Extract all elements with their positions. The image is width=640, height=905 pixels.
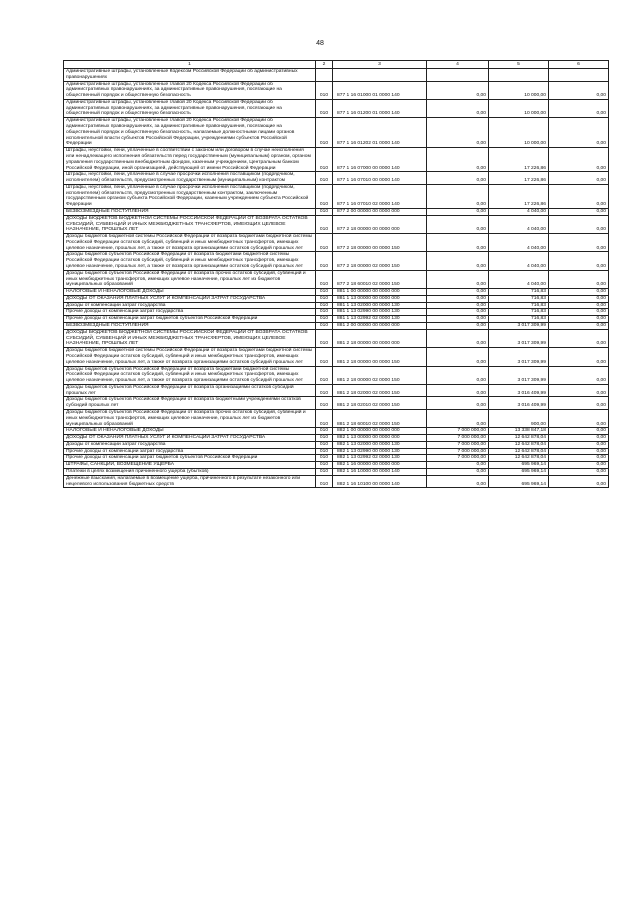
row-code: 010 — [316, 289, 333, 296]
row-fact: 17 226,86 — [489, 172, 549, 185]
row-kbk: 881 2 18 00000 00 0000 150 — [333, 348, 427, 366]
row-name: Доходы от компенсации затрат государства — [64, 441, 316, 448]
table-row — [64, 208, 609, 215]
table-row — [64, 469, 609, 476]
row-fact: 695 969,14 — [489, 469, 549, 476]
row-plan: 0,00 — [427, 184, 489, 208]
row-code: 010 — [316, 384, 333, 397]
table-header-row — [64, 61, 609, 69]
table-row — [64, 172, 609, 185]
row-code: 010 — [316, 441, 333, 448]
row-name: Административные штрафы, установленные Кодексом Российской Федерации об административных правонарушениях — [64, 69, 316, 82]
row-plan: 7 000 000,00 — [427, 455, 489, 462]
row-code: 010 — [316, 99, 333, 117]
row-kbk — [333, 69, 427, 82]
row-fact: 10 000,00 — [489, 81, 549, 99]
row-name: Прочие доходы от компенсации затрат бюджетов субъектов Российской Федерации — [64, 455, 316, 462]
table-row — [64, 289, 609, 296]
row-code: 010 — [316, 118, 333, 148]
row-fact: 3 017 309,99 — [489, 348, 549, 366]
row-plan: 0,00 — [427, 99, 489, 117]
header-col-5: 5 — [489, 61, 549, 69]
row-kbk: 881 1 13 02000 00 0000 130 — [333, 302, 427, 309]
row-plan: 0,00 — [427, 462, 489, 469]
row-deviation: 0,00 — [549, 148, 609, 172]
row-code: 010 — [316, 302, 333, 309]
row-kbk: 877 2 18 60010 02 0000 150 — [333, 270, 427, 288]
row-name: Прочие доходы от компенсации затрат бюджетов субъектов Российской Федерации — [64, 316, 316, 323]
row-kbk: 881 1 00 00000 00 0000 000 — [333, 289, 427, 296]
row-code: 010 — [316, 475, 333, 488]
row-plan: 0,00 — [427, 118, 489, 148]
row-deviation: 0,00 — [549, 309, 609, 316]
row-name: Доходы бюджетов бюджетной системы Российской Федерации от возврата бюджетами бюджетной системы Российской Федерации остатков субсидий, субвенций и иных межбюджетных трансфертов, имеющих целевое назначение, прошлых лет, а также от возврата организациями остатков субсидий прошлых лет — [64, 348, 316, 366]
row-plan: 0,00 — [427, 302, 489, 309]
page-number: 48 — [316, 40, 324, 47]
row-deviation: 0,00 — [549, 215, 609, 233]
row-plan: 0,00 — [427, 295, 489, 302]
row-fact: 4 040,00 — [489, 270, 549, 288]
row-deviation: 0,00 — [549, 270, 609, 288]
row-code: 010 — [316, 81, 333, 99]
table-row — [64, 455, 609, 462]
row-kbk: 882 1 13 02000 00 0000 130 — [333, 441, 427, 448]
row-name: Штрафы, неустойки, пени, уплаченные в случае просрочки исполнения поставщиком (подрядчиком, исполнителем) обязательств, предусмотренных государственным контрактом, заключенным государственным органом субъекта Российской Федерации, казенным учреждением субъекта Российской Федерации — [64, 184, 316, 208]
row-fact: 10 000,00 — [489, 99, 549, 117]
row-kbk: 877 1 16 01202 01 0000 140 — [333, 118, 427, 148]
row-code: 010 — [316, 435, 333, 442]
row-name: Прочие доходы от компенсации затрат государства — [64, 448, 316, 455]
row-fact: 3 017 309,99 — [489, 323, 549, 330]
row-plan: 7 000 000,00 — [427, 435, 489, 442]
row-plan: 0,00 — [427, 215, 489, 233]
table-row — [64, 118, 609, 148]
row-fact: 3 016 409,99 — [489, 384, 549, 397]
row-code: 010 — [316, 329, 333, 347]
row-plan: 7 000 000,00 — [427, 428, 489, 435]
table-row — [64, 397, 609, 410]
row-fact: 3 016 409,99 — [489, 397, 549, 410]
row-plan: 0,00 — [427, 384, 489, 397]
row-kbk: 881 2 18 60010 02 0000 150 — [333, 409, 427, 427]
row-deviation: 0,00 — [549, 441, 609, 448]
row-fact: 716,83 — [489, 309, 549, 316]
row-deviation — [549, 69, 609, 82]
row-plan: 0,00 — [427, 348, 489, 366]
table-row — [64, 184, 609, 208]
row-name: ДОХОДЫ БЮДЖЕТОВ БЮДЖЕТНОЙ СИСТЕМЫ РОССИЙСКОЙ ФЕДЕРАЦИИ ОТ ВОЗВРАТА ОСТАТКОВ СУБСИДИЙ, СУБВЕНЦИЙ И ИНЫХ МЕЖБЮДЖЕТНЫХ ТРАНСФЕРТОВ, ИМЕЮЩИХ ЦЕЛЕВОЕ НАЗНАЧЕНИЕ, ПРОШЛЫХ ЛЕТ — [64, 215, 316, 233]
row-deviation: 0,00 — [549, 252, 609, 270]
table-row — [64, 81, 609, 99]
table-row — [64, 409, 609, 427]
row-name: Прочие доходы от компенсации затрат государства — [64, 309, 316, 316]
row-deviation: 0,00 — [549, 234, 609, 252]
row-code: 010 — [316, 366, 333, 384]
table-row — [64, 475, 609, 488]
table-row — [64, 234, 609, 252]
row-kbk: 877 2 00 00000 00 0000 000 — [333, 208, 427, 215]
row-deviation: 0,00 — [549, 323, 609, 330]
row-name: Административные штрафы, установленные главой 20 Кодекса Российской Федерации об административных правонарушениях, за административные правонарушения, посягающие на общественный порядок и общественную безопасность — [64, 99, 316, 117]
row-plan: 0,00 — [427, 289, 489, 296]
row-fact: 4 040,00 — [489, 252, 549, 270]
header-col-3: 3 — [333, 61, 427, 69]
row-code: 010 — [316, 455, 333, 462]
table-row — [64, 309, 609, 316]
row-kbk: 877 1 16 07010 02 0000 140 — [333, 184, 427, 208]
row-name: Денежные взыскания, налагаемые в возмещение ущерба, причиненного в результате незаконного или нецелевого использования бюджетных средств — [64, 475, 316, 488]
row-fact: 716,83 — [489, 295, 549, 302]
row-code: 010 — [316, 448, 333, 455]
row-fact: 900,00 — [489, 409, 549, 427]
row-fact: 12 642 878,04 — [489, 435, 549, 442]
row-deviation: 0,00 — [549, 366, 609, 384]
row-name: Административные штрафы, установленные главой 20 Кодекса Российской Федерации об административных правонарушениях, за административные правонарушения, посягающие на общественный порядок и общественную безопасность, налагаемые должностными лицами органов исполнительной власти субъектов Российской Федерации, учреждениями субъектов Российской Федерации — [64, 118, 316, 148]
row-name: Доходы от компенсации затрат государства — [64, 302, 316, 309]
row-code: 010 — [316, 348, 333, 366]
row-name: Доходы бюджетов субъектов Российской Федерации от возврата прочих остатков субсидий, субвенций и иных межбюджетных трансфертов, имеющих целевое назначение, прошлых лет из бюджетов муниципальных образований — [64, 270, 316, 288]
row-name: Доходы бюджетов субъектов Российской Федерации от возврата организациями остатков субсидий прошлых лет — [64, 384, 316, 397]
row-fact: 17 226,86 — [489, 184, 549, 208]
row-name: Платежи в целях возмещения причиненного ущерба (убытков) — [64, 469, 316, 476]
table-row — [64, 348, 609, 366]
row-code: 010 — [316, 409, 333, 427]
row-deviation: 0,00 — [549, 348, 609, 366]
row-kbk: 877 1 16 01000 01 0000 140 — [333, 81, 427, 99]
row-fact: 4 040,00 — [489, 215, 549, 233]
row-name: ДОХОДЫ БЮДЖЕТОВ БЮДЖЕТНОЙ СИСТЕМЫ РОССИЙСКОЙ ФЕДЕРАЦИИ ОТ ВОЗВРАТА ОСТАТКОВ СУБСИДИЙ, СУБВЕНЦИЙ И ИНЫХ МЕЖБЮДЖЕТНЫХ ТРАНСФЕРТОВ, ИМЕЮЩИХ ЦЕЛЕВОЕ НАЗНАЧЕНИЕ, ПРОШЛЫХ ЛЕТ — [64, 329, 316, 347]
table-row — [64, 366, 609, 384]
row-plan: 0,00 — [427, 252, 489, 270]
row-kbk: 882 1 16 00000 00 0000 000 — [333, 462, 427, 469]
row-name: ШТРАФЫ, САНКЦИИ, ВОЗМЕЩЕНИЕ УЩЕРБА — [64, 462, 316, 469]
row-fact: 12 642 878,04 — [489, 448, 549, 455]
row-code: 010 — [316, 316, 333, 323]
table-row — [64, 448, 609, 455]
header-col-1: 1 — [64, 61, 316, 69]
row-name: БЕЗВОЗМЕЗДНЫЕ ПОСТУПЛЕНИЯ — [64, 208, 316, 215]
table-row — [64, 323, 609, 330]
row-fact: 716,83 — [489, 302, 549, 309]
row-name: Штрафы, неустойки, пени, уплаченные в соответствии с законом или договором в случае неисполнения или ненадлежащего исполнения обязательств перед государственным (муниципальным) органом, органом управления государственным внебюджетным фондом, казенным учреждением, Центральным банком Российской Федерации, иной организацией, действующей от имени Российской Федерации — [64, 148, 316, 172]
row-code — [316, 69, 333, 82]
row-name: НАЛОГОВЫЕ И НЕНАЛОГОВЫЕ ДОХОДЫ — [64, 428, 316, 435]
row-kbk: 881 2 18 02010 02 0000 150 — [333, 397, 427, 410]
row-name: Доходы бюджетов субъектов Российской Федерации от возврата бюджетами бюджетной системы Российской Федерации остатков субсидий, субвенций и иных межбюджетных трансфертов, имеющих целевое назначение, прошлых лет, а также от возврата организациями остатков субсидий прошлых лет — [64, 252, 316, 270]
row-deviation: 0,00 — [549, 448, 609, 455]
row-kbk: 882 1 13 02990 00 0000 130 — [333, 448, 427, 455]
row-fact: 695 969,14 — [489, 475, 549, 488]
row-kbk: 882 1 13 00000 00 0000 000 — [333, 435, 427, 442]
table-row — [64, 435, 609, 442]
row-deviation: 0,00 — [549, 118, 609, 148]
table-row — [64, 302, 609, 309]
row-plan: 0,00 — [427, 469, 489, 476]
row-plan: 0,00 — [427, 475, 489, 488]
row-fact: 3 017 309,99 — [489, 329, 549, 347]
row-kbk: 881 1 13 02992 02 0000 130 — [333, 316, 427, 323]
row-name: Доходы бюджетов субъектов Российской Федерации от возврата прочих остатков субсидий, субвенций и иных межбюджетных трансфертов, имеющих целевое назначение, прошлых лет из бюджетов муниципальных образований — [64, 409, 316, 427]
row-fact: 716,83 — [489, 316, 549, 323]
row-deviation: 0,00 — [549, 384, 609, 397]
table-row — [64, 462, 609, 469]
row-kbk: 877 2 18 00000 00 0000 150 — [333, 234, 427, 252]
row-plan: 0,00 — [427, 409, 489, 427]
row-fact: 12 642 878,04 — [489, 455, 549, 462]
row-deviation: 0,00 — [549, 208, 609, 215]
row-kbk: 881 1 13 02990 00 0000 130 — [333, 309, 427, 316]
row-kbk: 881 2 18 00000 02 0000 150 — [333, 366, 427, 384]
table-row — [64, 252, 609, 270]
row-fact: 13 338 847,18 — [489, 428, 549, 435]
row-deviation: 0,00 — [549, 469, 609, 476]
row-fact: 4 040,00 — [489, 234, 549, 252]
table-row — [64, 270, 609, 288]
table-row — [64, 99, 609, 117]
row-kbk: 882 1 13 02992 02 0000 130 — [333, 455, 427, 462]
row-name: Штрафы, неустойки, пени, уплаченные в случае просрочки исполнения поставщиком (подрядчиком, исполнителем) обязательств, предусмотренных государственным (муниципальным) контрактом — [64, 172, 316, 185]
row-code: 010 — [316, 295, 333, 302]
row-deviation: 0,00 — [549, 455, 609, 462]
row-plan: 7 000 000,00 — [427, 441, 489, 448]
row-plan: 0,00 — [427, 81, 489, 99]
table-row — [64, 69, 609, 82]
row-name: Административные штрафы, установленные главой 20 Кодекса Российской Федерации об административных правонарушениях, за административные правонарушения, посягающие на общественный порядок и общественную безопасность — [64, 81, 316, 99]
row-deviation: 0,00 — [549, 289, 609, 296]
row-kbk: 882 1 00 00000 00 0000 000 — [333, 428, 427, 435]
row-deviation: 0,00 — [549, 99, 609, 117]
row-kbk: 877 1 16 07000 00 0000 140 — [333, 148, 427, 172]
row-name: ДОХОДЫ ОТ ОКАЗАНИЯ ПЛАТНЫХ УСЛУГ И КОМПЕНСАЦИИ ЗАТРАТ ГОСУДАРСТВА — [64, 435, 316, 442]
row-name: Доходы бюджетов бюджетной системы Российской Федерации от возврата бюджетами бюджетной системы Российской Федерации остатков субсидий, субвенций и иных межбюджетных трансфертов, имеющих целевое назначение, прошлых лет, а также от возврата организациями остатков субсидий прошлых лет — [64, 234, 316, 252]
header-col-2: 2 — [316, 61, 333, 69]
budget-table — [63, 60, 609, 488]
row-code: 010 — [316, 172, 333, 185]
row-plan: 0,00 — [427, 323, 489, 330]
row-code: 010 — [316, 184, 333, 208]
row-code: 010 — [316, 234, 333, 252]
row-kbk: 877 1 16 01200 01 0000 140 — [333, 99, 427, 117]
row-kbk: 877 2 18 00000 00 0000 000 — [333, 215, 427, 233]
row-plan: 0,00 — [427, 366, 489, 384]
row-deviation: 0,00 — [549, 172, 609, 185]
row-fact: 716,83 — [489, 289, 549, 296]
row-kbk: 881 2 18 00000 00 0000 000 — [333, 329, 427, 347]
table-row — [64, 148, 609, 172]
row-plan — [427, 69, 489, 82]
row-name: Доходы бюджетов субъектов Российской Федерации от возврата бюджетами бюджетной системы Российской Федерации остатков субсидий, субвенций и иных межбюджетных трансфертов, имеющих целевое назначение, прошлых лет, а также от возврата организациями остатков субсидий прошлых лет — [64, 366, 316, 384]
row-fact: 4 040,00 — [489, 208, 549, 215]
row-deviation: 0,00 — [549, 435, 609, 442]
table-row — [64, 441, 609, 448]
row-deviation: 0,00 — [549, 81, 609, 99]
row-code: 010 — [316, 309, 333, 316]
row-plan: 0,00 — [427, 148, 489, 172]
row-plan: 0,00 — [427, 316, 489, 323]
table-row — [64, 316, 609, 323]
row-code: 010 — [316, 148, 333, 172]
table-row — [64, 215, 609, 233]
row-code: 010 — [316, 428, 333, 435]
row-deviation: 0,00 — [549, 409, 609, 427]
row-plan: 0,00 — [427, 208, 489, 215]
row-code: 010 — [316, 462, 333, 469]
row-plan: 0,00 — [427, 172, 489, 185]
row-deviation: 0,00 — [549, 295, 609, 302]
row-deviation: 0,00 — [549, 302, 609, 309]
row-code: 010 — [316, 208, 333, 215]
row-deviation: 0,00 — [549, 462, 609, 469]
table-row — [64, 428, 609, 435]
row-kbk: 877 2 18 00000 02 0000 150 — [333, 252, 427, 270]
row-plan: 0,00 — [427, 270, 489, 288]
row-deviation: 0,00 — [549, 397, 609, 410]
row-kbk: 877 1 16 07010 00 0000 140 — [333, 172, 427, 185]
row-fact: 3 017 309,99 — [489, 366, 549, 384]
row-name: БЕЗВОЗМЕЗДНЫЕ ПОСТУПЛЕНИЯ — [64, 323, 316, 330]
row-deviation: 0,00 — [549, 329, 609, 347]
row-deviation: 0,00 — [549, 428, 609, 435]
row-name: НАЛОГОВЫЕ И НЕНАЛОГОВЫЕ ДОХОДЫ — [64, 289, 316, 296]
row-plan: 0,00 — [427, 329, 489, 347]
row-code: 010 — [316, 270, 333, 288]
row-kbk: 882 1 16 10100 00 0000 140 — [333, 475, 427, 488]
header-col-6: 6 — [549, 61, 609, 69]
header-col-4: 4 — [427, 61, 489, 69]
row-fact — [489, 69, 549, 82]
row-name: Доходы бюджетов субъектов Российской Федерации от возврата бюджетными учреждениями остатков субсидий прошлых лет — [64, 397, 316, 410]
row-plan: 0,00 — [427, 397, 489, 410]
row-kbk: 882 1 16 10000 00 0000 140 — [333, 469, 427, 476]
row-fact: 10 000,00 — [489, 118, 549, 148]
row-fact: 17 226,86 — [489, 148, 549, 172]
row-kbk: 881 2 00 00000 00 0000 000 — [333, 323, 427, 330]
row-kbk: 881 2 18 02000 02 0000 150 — [333, 384, 427, 397]
row-plan: 0,00 — [427, 234, 489, 252]
row-deviation: 0,00 — [549, 475, 609, 488]
row-fact: 695 969,14 — [489, 462, 549, 469]
table-row — [64, 329, 609, 347]
row-code: 010 — [316, 469, 333, 476]
row-deviation: 0,00 — [549, 184, 609, 208]
row-fact: 12 642 878,04 — [489, 441, 549, 448]
table-row — [64, 384, 609, 397]
row-code: 010 — [316, 215, 333, 233]
row-plan: 7 000 000,00 — [427, 448, 489, 455]
row-code: 010 — [316, 397, 333, 410]
row-code: 010 — [316, 252, 333, 270]
row-plan: 0,00 — [427, 309, 489, 316]
table-row — [64, 295, 609, 302]
row-deviation: 0,00 — [549, 316, 609, 323]
row-name: ДОХОДЫ ОТ ОКАЗАНИЯ ПЛАТНЫХ УСЛУГ И КОМПЕНСАЦИИ ЗАТРАТ ГОСУДАРСТВА — [64, 295, 316, 302]
row-kbk: 881 1 13 00000 00 0000 000 — [333, 295, 427, 302]
table-body — [64, 69, 609, 488]
row-code: 010 — [316, 323, 333, 330]
